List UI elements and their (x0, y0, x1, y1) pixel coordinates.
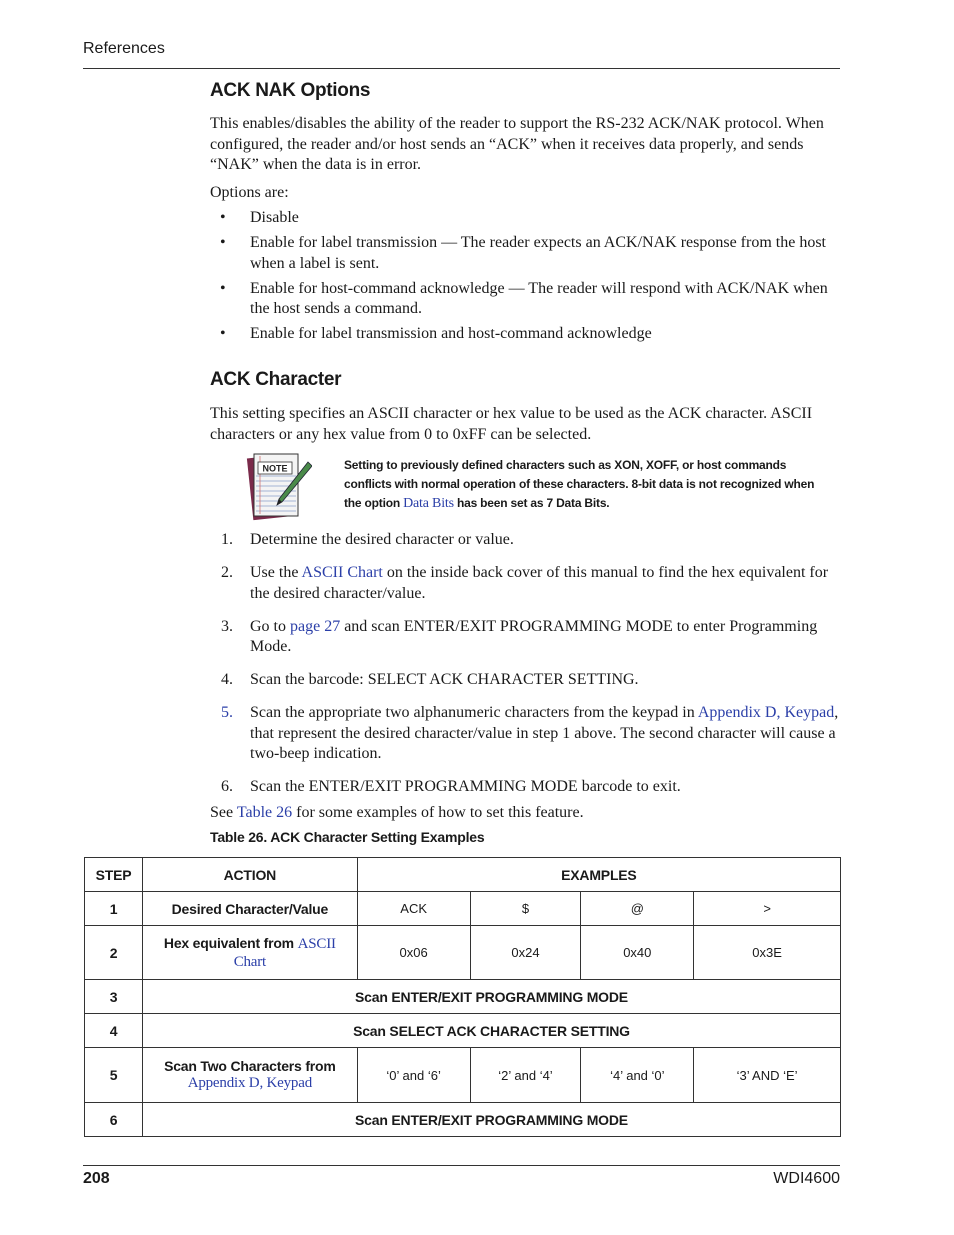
header-rule (83, 68, 840, 69)
table-row: 3 Scan ENTER/EXIT PROGRAMMING MODE (85, 980, 841, 1014)
note-text: Setting to previously defined characters such as XON, XOFF, or host commands conflicts with normal operation of these characters. 8-bit data is not recognized when the option Data Bits has been set as 7 Data Bits. (344, 458, 815, 511)
table-26-link[interactable]: Table 26 (236, 804, 293, 821)
table-row: 6 Scan ENTER/EXIT PROGRAMMING MODE (85, 1103, 841, 1137)
header-step: STEP (85, 858, 143, 892)
running-header: References (83, 40, 165, 57)
ack-char-intro: This setting specifies an ASCII character or hex value to be used as the ACK character. ASCII characters or any hex value from 0 to 0xFF can be selected. (210, 405, 813, 443)
ack-examples-table (84, 857, 841, 1137)
table-row: 5 Scan Two Characters from Appendix D, Keypad ‘0’ and ‘6’ ‘2’ and ‘4’ ‘4’ and ‘0’ ‘3’ AND ‘E’ (85, 1048, 841, 1103)
list-item: • Enable for label transmission and host-command acknowledge (220, 325, 652, 342)
list-item: 6. Scan the ENTER/EXIT PROGRAMMING MODE barcode to exit. (221, 778, 681, 795)
options-list (220, 208, 840, 349)
section-title-ack-nak: ACK NAK Options (210, 80, 371, 101)
list-item: 4. Scan the barcode: SELECT ACK CHARACTER SETTING. (221, 671, 639, 688)
header-action: ACTION (142, 858, 357, 892)
see-table-text: See Table 26 for some examples of how to set this feature. (210, 804, 584, 821)
ack-nak-intro: This enables/disables the ability of the reader to support the RS-232 ACK/NAK protocol. When configured, the reader and/or host sends an “ACK” when it receives data properly, and sends “NAK” when the data is in error. (210, 115, 824, 173)
ascii-chart-table-link[interactable]: ASCII Chart (233, 935, 336, 970)
list-item: 3. Go to page 27 and scan ENTER/EXIT PROGRAMMING MODE to enter Programming Mode. (221, 617, 818, 655)
list-item: 2. Use the ASCII Chart on the inside back cover of this manual to find the hex equivalent for the desired character/value. (221, 564, 829, 602)
list-item: 1. Determine the desired character or value. (221, 531, 514, 548)
steps-list (218, 530, 840, 810)
ascii-chart-link[interactable]: ASCII Chart (301, 564, 383, 581)
table-row: 1 Desired Character/Value ACK $ @ > (85, 892, 841, 926)
appendix-d-table-link[interactable]: Appendix D, Keypad (187, 1075, 312, 1091)
list-item: • Enable for label transmission — The reader expects an ACK/NAK response from the host when a label is sent. (220, 234, 826, 272)
page-number: 208 (83, 1170, 110, 1187)
list-item: • Disable (220, 209, 299, 226)
product-name: WDI4600 (773, 1170, 840, 1187)
note-icon (246, 450, 312, 522)
list-item: 5. Scan the appropriate two alphanumeric characters from the keypad in Appendix D, Keypad, that represent the desired character/value in step 1 above. The second character will cause a two-beep indication. (221, 704, 839, 762)
list-item: • Enable for host-command acknowledge — The reader will respond with ACK/NAK when the host sends a command. (220, 279, 828, 317)
footer-rule (83, 1165, 840, 1166)
page-27-link[interactable]: page 27 (290, 617, 341, 635)
header-examples: EXAMPLES (357, 858, 840, 892)
appendix-d-keypad-link[interactable]: Appendix D, Keypad (697, 704, 835, 721)
table-row: 2 Hex equivalent from ASCII Chart 0x06 0x24 0x40 0x3E (85, 926, 841, 980)
table-caption: Table 26. ACK Character Setting Examples (210, 829, 485, 845)
data-bits-link[interactable]: Data Bits (403, 496, 454, 511)
note-icon-label: NOTE (262, 463, 288, 474)
table-row: 4 Scan SELECT ACK CHARACTER SETTING (85, 1014, 841, 1048)
options-label: Options are: (210, 184, 289, 201)
table-header-row (85, 858, 841, 892)
section-title-ack-character: ACK Character (210, 369, 342, 390)
